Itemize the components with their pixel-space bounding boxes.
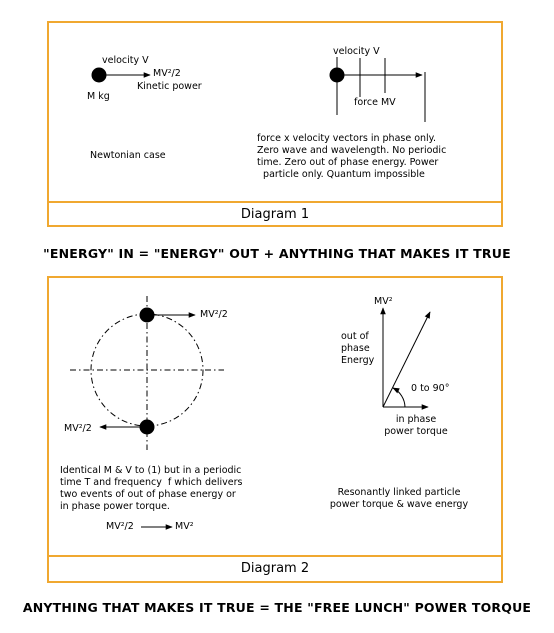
d2-bottom-mv2-label: MV²/2 [64,423,92,434]
d1-mv2-label: MV²/2 [153,68,181,79]
diagram2-caption: Diagram 2 [240,561,310,576]
d1-right-velocity-label: velocity V [333,46,380,57]
d2-in-phase-label: in phase power torque [384,414,448,437]
d1-force-velocity-group [330,57,426,122]
d1-force-label: force MV [354,97,396,108]
d2-resonant-label: Resonantly linked particle power torque & wave energy [329,487,469,510]
d1-particle [92,68,107,83]
d1-newtonian-label: Newtonian case [90,150,166,161]
d1-kinetic-power-label: Kinetic power [137,81,202,92]
d2-orbit-group [70,296,224,527]
d2-vector-top-label: MV² [374,296,393,307]
d2-description: Identical M & V to (1) but in a periodic time T and frequency f which delivers two events of out of phase energy or in phase power torque. [60,465,243,512]
d2-angle-label: 0 to 90° [411,383,450,394]
d1-description: force x velocity vectors in phase only. Zero wave and wavelength. No periodic time. Zero out of phase energy. Power particle only. Quantum impossible [257,133,447,180]
d2-angle-arc [393,388,405,407]
d2-top-particle [140,308,155,323]
d2-out-of-phase-label: out of phase Energy [341,331,375,366]
d2-bottom-particle [140,420,155,435]
d2-vector-group [383,308,430,407]
energy-equation-heading: "ENERGY" IN = "ENERGY" OUT + ANYTHING THAT MAKES IT TRUE [43,246,511,261]
d1-left-velocity-label: velocity V [102,55,149,66]
d2-resultant-vector [383,312,430,407]
d1-newtonian-particle-group [92,68,151,83]
diagram1-caption: Diagram 1 [240,207,310,222]
d1-mass-label: M kg [87,91,110,102]
d2-conversion-to: MV² [175,521,194,532]
d2-conversion-from: MV²/2 [106,521,134,532]
free-lunch-heading: ANYTHING THAT MAKES IT TRUE = THE "FREE LUNCH" POWER TORQUE [22,600,532,615]
d2-top-mv2-label: MV²/2 [200,309,228,320]
